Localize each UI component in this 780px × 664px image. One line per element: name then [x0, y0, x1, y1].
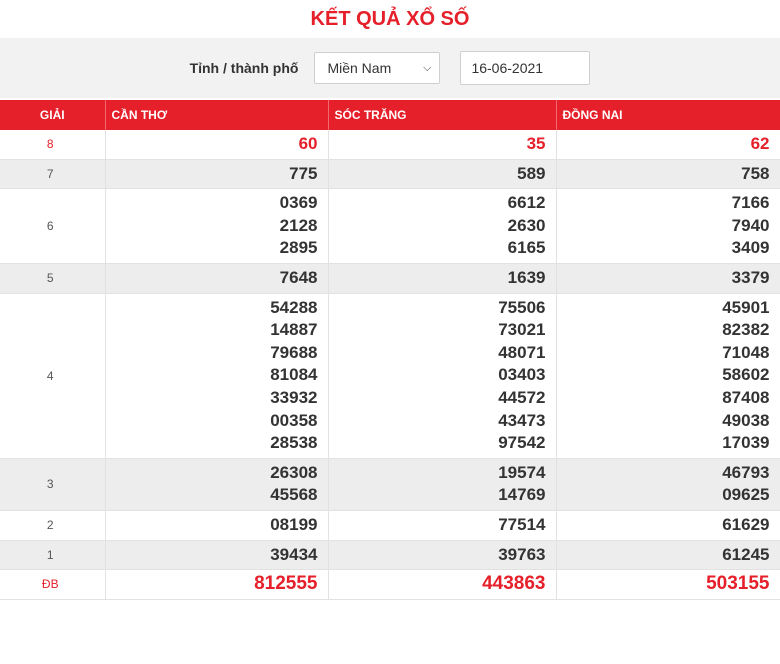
date-input[interactable] [460, 51, 590, 85]
result-number: 28538 [270, 433, 318, 453]
result-cell [105, 510, 328, 540]
result-cell [556, 540, 780, 570]
result-cell [328, 263, 556, 293]
result-number: 43473 [498, 410, 546, 430]
result-number: 35 [526, 134, 546, 153]
result-number: 61245 [722, 544, 770, 564]
result-number: 17039 [722, 433, 770, 453]
prize-label: 2 [0, 510, 105, 540]
header-province: CẦN THƠ [105, 100, 328, 130]
result-number: 1639 [507, 267, 546, 287]
result-number: 75506 [498, 297, 546, 317]
result-number: 758 [741, 163, 770, 183]
result-cell [105, 189, 328, 264]
results-table [0, 100, 780, 600]
table-row [0, 189, 780, 264]
result-cell [556, 189, 780, 264]
table-row [0, 159, 780, 189]
result-number: 46793 [722, 462, 770, 482]
header-province: SÓC TRĂNG [328, 100, 556, 130]
prize-label: 4 [0, 293, 105, 458]
result-number: 97542 [498, 433, 546, 453]
result-number: 14769 [498, 485, 546, 505]
result-number: 48071 [498, 342, 546, 362]
result-number: 00358 [270, 410, 318, 430]
result-number: 79688 [270, 342, 318, 362]
result-cell [105, 293, 328, 458]
result-cell [556, 263, 780, 293]
result-number: 7166 [731, 193, 770, 213]
filter-bar [0, 38, 780, 98]
result-cell [328, 510, 556, 540]
result-number: 87408 [722, 387, 770, 407]
result-cell [105, 570, 328, 600]
result-number: 2128 [279, 215, 318, 235]
result-number: 60 [298, 134, 318, 153]
result-cell [328, 159, 556, 189]
result-cell [105, 159, 328, 189]
result-cell [105, 263, 328, 293]
prize-label: 8 [0, 130, 105, 159]
result-number: 03403 [498, 365, 546, 385]
result-cell [328, 189, 556, 264]
result-cell [556, 293, 780, 458]
region-select[interactable] [314, 52, 440, 84]
result-number: 81084 [270, 365, 318, 385]
result-cell [105, 540, 328, 570]
result-cell [556, 458, 780, 510]
result-number: 49038 [722, 410, 770, 430]
prize-label: 5 [0, 263, 105, 293]
result-number: 45568 [270, 485, 318, 505]
result-cell [328, 570, 556, 600]
result-number: 14887 [270, 320, 318, 340]
result-number: 39763 [498, 544, 546, 564]
result-cell [105, 130, 328, 159]
result-number: 71048 [722, 342, 770, 362]
result-number: 443863 [482, 573, 546, 595]
prize-label: ĐB [0, 570, 105, 600]
result-cell [328, 458, 556, 510]
result-number: 73021 [498, 320, 546, 340]
result-number: 58602 [722, 365, 770, 385]
result-number: 3409 [731, 238, 770, 258]
prize-label: 6 [0, 189, 105, 264]
result-number: 7648 [279, 267, 318, 287]
table-row [0, 263, 780, 293]
result-cell [328, 130, 556, 159]
header-prize: GIẢI [0, 100, 105, 130]
province-label: Tỉnh / thành phố [189, 60, 299, 76]
result-number: 812555 [254, 573, 318, 595]
result-number: 44572 [498, 387, 546, 407]
result-number: 503155 [706, 573, 770, 595]
prize-label: 1 [0, 540, 105, 570]
result-number: 26308 [270, 462, 318, 482]
prize-label: 7 [0, 159, 105, 189]
result-number: 09625 [722, 485, 770, 505]
result-number: 61629 [722, 514, 770, 534]
result-cell [556, 130, 780, 159]
prize-label: 3 [0, 458, 105, 510]
result-number: 6165 [507, 238, 546, 258]
header-province: ĐỒNG NAI [556, 100, 780, 130]
result-number: 3379 [731, 267, 770, 287]
region-select-value: Miền Nam [327, 60, 392, 76]
result-cell [556, 159, 780, 189]
result-number: 08199 [270, 514, 318, 534]
result-cell [556, 510, 780, 540]
result-number: 2630 [507, 215, 546, 235]
result-number: 54288 [270, 297, 318, 317]
result-number: 7940 [731, 215, 770, 235]
result-cell [105, 458, 328, 510]
result-cell [328, 540, 556, 570]
table-row [0, 458, 780, 510]
table-row [0, 510, 780, 540]
result-cell [556, 570, 780, 600]
table-header-row [0, 100, 780, 130]
result-cell [328, 293, 556, 458]
result-number: 589 [517, 163, 546, 183]
result-number: 6612 [507, 193, 546, 213]
result-number: 0369 [279, 193, 318, 213]
result-number: 2895 [279, 238, 318, 258]
table-row [0, 570, 780, 600]
result-number: 775 [289, 163, 318, 183]
chevron-down-icon: ⌵ [423, 61, 432, 74]
page-title: KẾT QUẢ XỔ SỐ [310, 8, 470, 30]
result-number: 33932 [270, 387, 318, 407]
table-row [0, 130, 780, 159]
date-input-value: 16-06-2021 [471, 60, 544, 76]
result-number: 62 [750, 134, 770, 153]
result-number: 82382 [722, 320, 770, 340]
result-number: 77514 [498, 514, 546, 534]
table-row [0, 540, 780, 570]
result-number: 19574 [498, 462, 546, 482]
result-number: 45901 [722, 297, 770, 317]
result-number: 39434 [270, 544, 318, 564]
table-row [0, 293, 780, 458]
